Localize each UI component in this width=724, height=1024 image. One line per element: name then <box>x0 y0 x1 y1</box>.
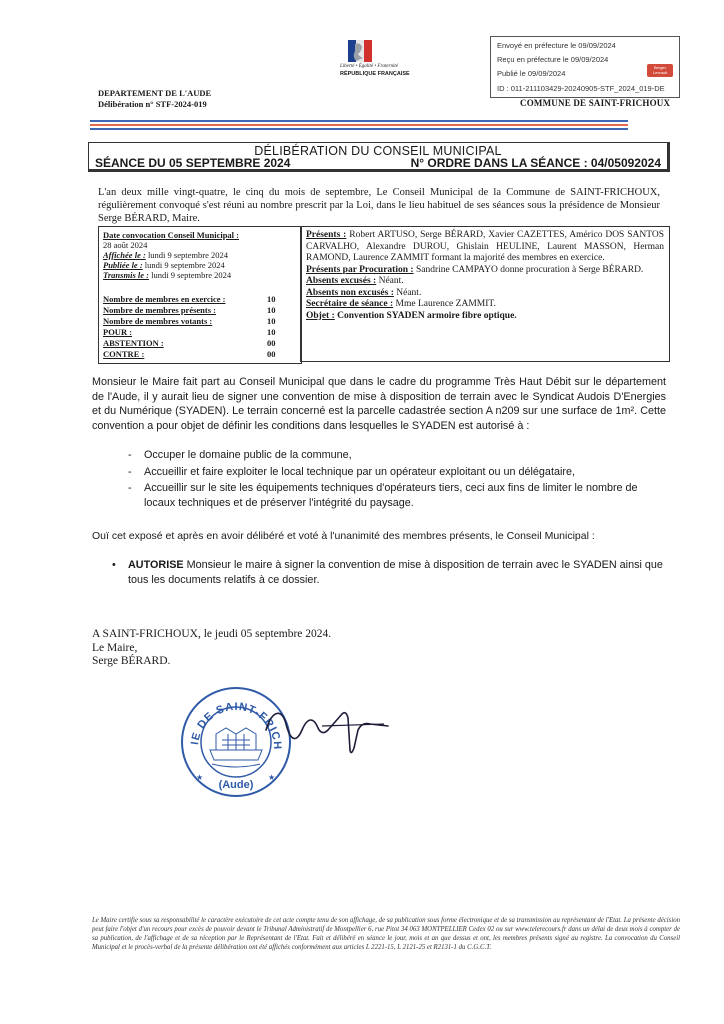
seal-outer-text: IE DE SAINT-FRICH <box>189 700 284 751</box>
autorise-word: AUTORISE <box>128 559 184 571</box>
republic-name: RÉPUBLIQUE FRANÇAISE <box>340 71 410 77</box>
procuration-label: Présents par Procuration : <box>306 264 414 275</box>
list-item: - Accueillir sur le site les équipements techniques d'opérateurs tiers, ceci aux fins de limiter le nombre de locaux techniques et de préserver l'intégrité du paysage. <box>128 482 638 509</box>
secretaire-label: Secrétaire de séance : <box>306 299 394 309</box>
commune-name: COMMUNE DE SAINT-FRICHOUX <box>520 98 671 108</box>
count-value-abstention: 00 <box>267 338 276 348</box>
rule-orange <box>90 124 628 126</box>
session-date: SÉANCE DU 05 SEPTEMBRE 2024 <box>95 156 291 170</box>
absents-non-label: Absents non excusés : <box>306 287 394 298</box>
autorise-text: Monsieur le maire à signer la convention de mise à disposition de terrain avec le SYADEN ainsi que tous les documents relatifs à ce dossier. <box>128 559 663 586</box>
publiee-value: lundi 9 septembre 2024 <box>144 260 225 270</box>
signatory-name: Serge BÉRARD. <box>92 655 171 667</box>
absents-non-text: Néant. <box>396 287 422 298</box>
presents-label: Présents : <box>306 230 347 240</box>
list-item: - Accueillir et faire exploiter le local technique par un opérateur exploitant ou un délégataire, <box>128 465 575 478</box>
secretaire-text: Mme Laurence ZAMMIT. <box>395 299 496 309</box>
title-box <box>88 142 670 172</box>
marianne-icon <box>348 40 372 62</box>
procuration-text: Sandrine CAMPAYO donne procuration à Serge BÉRARD. <box>415 264 644 275</box>
list-item: - Occuper le domaine public de la commune, <box>128 449 352 461</box>
count-label-contre: CONTRE : <box>103 349 145 359</box>
secretaire-block <box>306 299 664 311</box>
objet-block <box>306 311 664 323</box>
convocation-date: 28 août 2024 <box>103 240 148 250</box>
presents-block <box>306 230 664 265</box>
act-id: ID : 011-211103429-20240905-STF_2024_019-DE <box>497 84 665 93</box>
publiee-row <box>103 260 225 270</box>
bullet-list <box>128 448 668 510</box>
count-value-pour: 10 <box>267 327 276 337</box>
department: DEPARTEMENT DE L'AUDE <box>98 88 212 98</box>
affichee-row <box>103 250 228 260</box>
list-item-text: Occuper le domaine public de la commune, <box>144 449 352 461</box>
bullet-dot-icon: • <box>112 559 116 571</box>
absents-excuses-label: Absents excusés : <box>306 276 377 286</box>
transmis-row <box>103 270 231 280</box>
absents-non-block <box>306 288 664 300</box>
transmis-label: Transmis le : <box>103 270 149 280</box>
objet-text: Convention SYADEN armoire fibre optique. <box>337 310 517 321</box>
attendance-box <box>300 226 670 362</box>
count-label-abstention: ABSTENTION : <box>103 338 164 348</box>
published-date: Publié le 09/09/2024 <box>497 69 566 78</box>
count-label-pour: POUR : <box>103 327 133 337</box>
absents-excuses-block <box>306 276 664 288</box>
decision-statement: Ouï cet exposé et après en avoir délibéré et voté à l'unanimité des membres présents, le Conseil Municipal : <box>92 530 595 542</box>
place-date: A SAINT-FRICHOUX, le jeudi 05 septembre 2024. <box>92 628 332 640</box>
intro-paragraph: L'an deux mille vingt-quatre, le cinq du mois de septembre, Le Conseil Municipal de la Commune de SAINT-FRICHOUX, régulièrement convoqué s'est réuni au nombre prescrit par la Loi, dans le lieu habituel de ses séances sous la présidence de Monsieur Serge BÉRARD, Maire. <box>98 187 660 224</box>
objet-label: Objet : <box>306 310 335 321</box>
mayor-signature <box>262 700 392 760</box>
closing-block <box>92 628 331 669</box>
legal-footer: Le Maire certifie sous sa responsabilité le caractère exécutoire de cet acte compte tenu de son affichage, de sa publication sous forme électronique et de sa transmission au représentant de l'Etat. La présente décision peut faire l'objet d'un recours pour excès de pouvoir devant le Tribunal Administratif de Montpellier 6, rue Pitot 34 063 MONTPELLIER Cedex 02 ou sur www.telerecours.fr dans un délai de deux mois à compter de sa publication, de l'affichage et de sa réception par le Représentant de l'Etat. Fait et délibéré en séance le jour, mois et an que dessus et ont, les membres présents signé au registre. La convocation du Conseil Municipal et le procès-verbal de la présente délibération ont été affichés conformément aux articles L 2221-15, L 2121-25 et R2131-1 du C.G.C.T. <box>92 917 680 951</box>
count-value-presents: 10 <box>267 305 276 315</box>
order-number: N° ORDRE DANS LA SÉANCE : 04/05092024 <box>410 156 661 170</box>
count-value-votants: 10 <box>267 316 276 326</box>
count-value-exercice: 10 <box>267 294 276 304</box>
body-paragraph: Monsieur le Maire fait part au Conseil Municipal que dans le cadre du programme Très Haut Débit sur le département de l'Aude, il y aurait lieu de signer une convention de mise à disposition de terrain avec le Syndicat Audois D'Energies et du Numérique (SYADEN). Le terrain concerné est la parcelle cadastrée section A n209 sur une surface de 1m². Cette convention a pour objet de définir les conditions dans lesquelles le SYADEN est autorisé à : <box>92 376 666 432</box>
received-date: Reçu en préfecture le 09/09/2024 <box>497 55 609 64</box>
count-value-contre: 00 <box>267 349 276 359</box>
publiee-label: Publiée le : <box>103 260 143 270</box>
rule-blue <box>90 120 628 122</box>
prefecture-stamp <box>490 36 680 98</box>
deliberation-number: Délibération n° STF-2024-019 <box>98 99 207 109</box>
seal-bottom-text: (Aude) <box>218 779 254 791</box>
affichee-value: lundi 9 septembre 2024 <box>147 250 228 260</box>
signatory-role: Le Maire, <box>92 641 138 654</box>
rule-blue-2 <box>90 128 628 130</box>
list-item-text: Accueillir sur le site les équipements techniques d'opérateurs tiers, ceci aux fins de limiter le nombre de locaux techniques et de préserver l'intégrité du paysage. <box>144 482 638 509</box>
procuration-block <box>306 265 664 277</box>
count-label-votants: Nombre de membres votants : <box>103 316 213 326</box>
svg-text:★: ★ <box>196 773 204 782</box>
convocation-label: Date convocation Conseil Municipal : <box>103 230 239 240</box>
autorise-item <box>112 558 668 587</box>
marianne-logo <box>340 40 416 84</box>
transmis-value: lundi 9 septembre 2024 <box>151 270 232 280</box>
count-label-presents: Nombre de membres présents : <box>103 305 216 315</box>
document-title: DÉLIBÉRATION DU CONSEIL MUNICIPAL <box>254 144 502 158</box>
department-header <box>98 88 211 110</box>
convocation-box <box>98 226 302 364</box>
republic-motto: Liberté • Égalité • Fraternité <box>340 64 398 69</box>
count-label-exercice: Nombre de membres en exercice : <box>103 294 226 304</box>
sent-date: Envoyé en préfecture le 09/09/2024 <box>497 41 616 50</box>
absents-excuses-text: Néant. <box>378 276 404 286</box>
list-item-text: Accueillir et faire exploiter le local technique par un opérateur exploitant ou un délégataire, <box>144 465 575 478</box>
svg-text:★: ★ <box>268 773 276 782</box>
berger-levrault-badge: Berger Levrault <box>647 64 673 77</box>
affichee-label: Affichée le : <box>103 250 146 260</box>
presents-text: Robert ARTUSO, Serge BÉRARD, Xavier CAZETTES, Américo DOS SANTOS CARVALHO, Alexandre DUROU, Ghislain HEULINE, Laurent MASSON, Herman RAMOND, Laurence ZAMMIT formant la majorité des membres en exercice. <box>306 230 664 263</box>
